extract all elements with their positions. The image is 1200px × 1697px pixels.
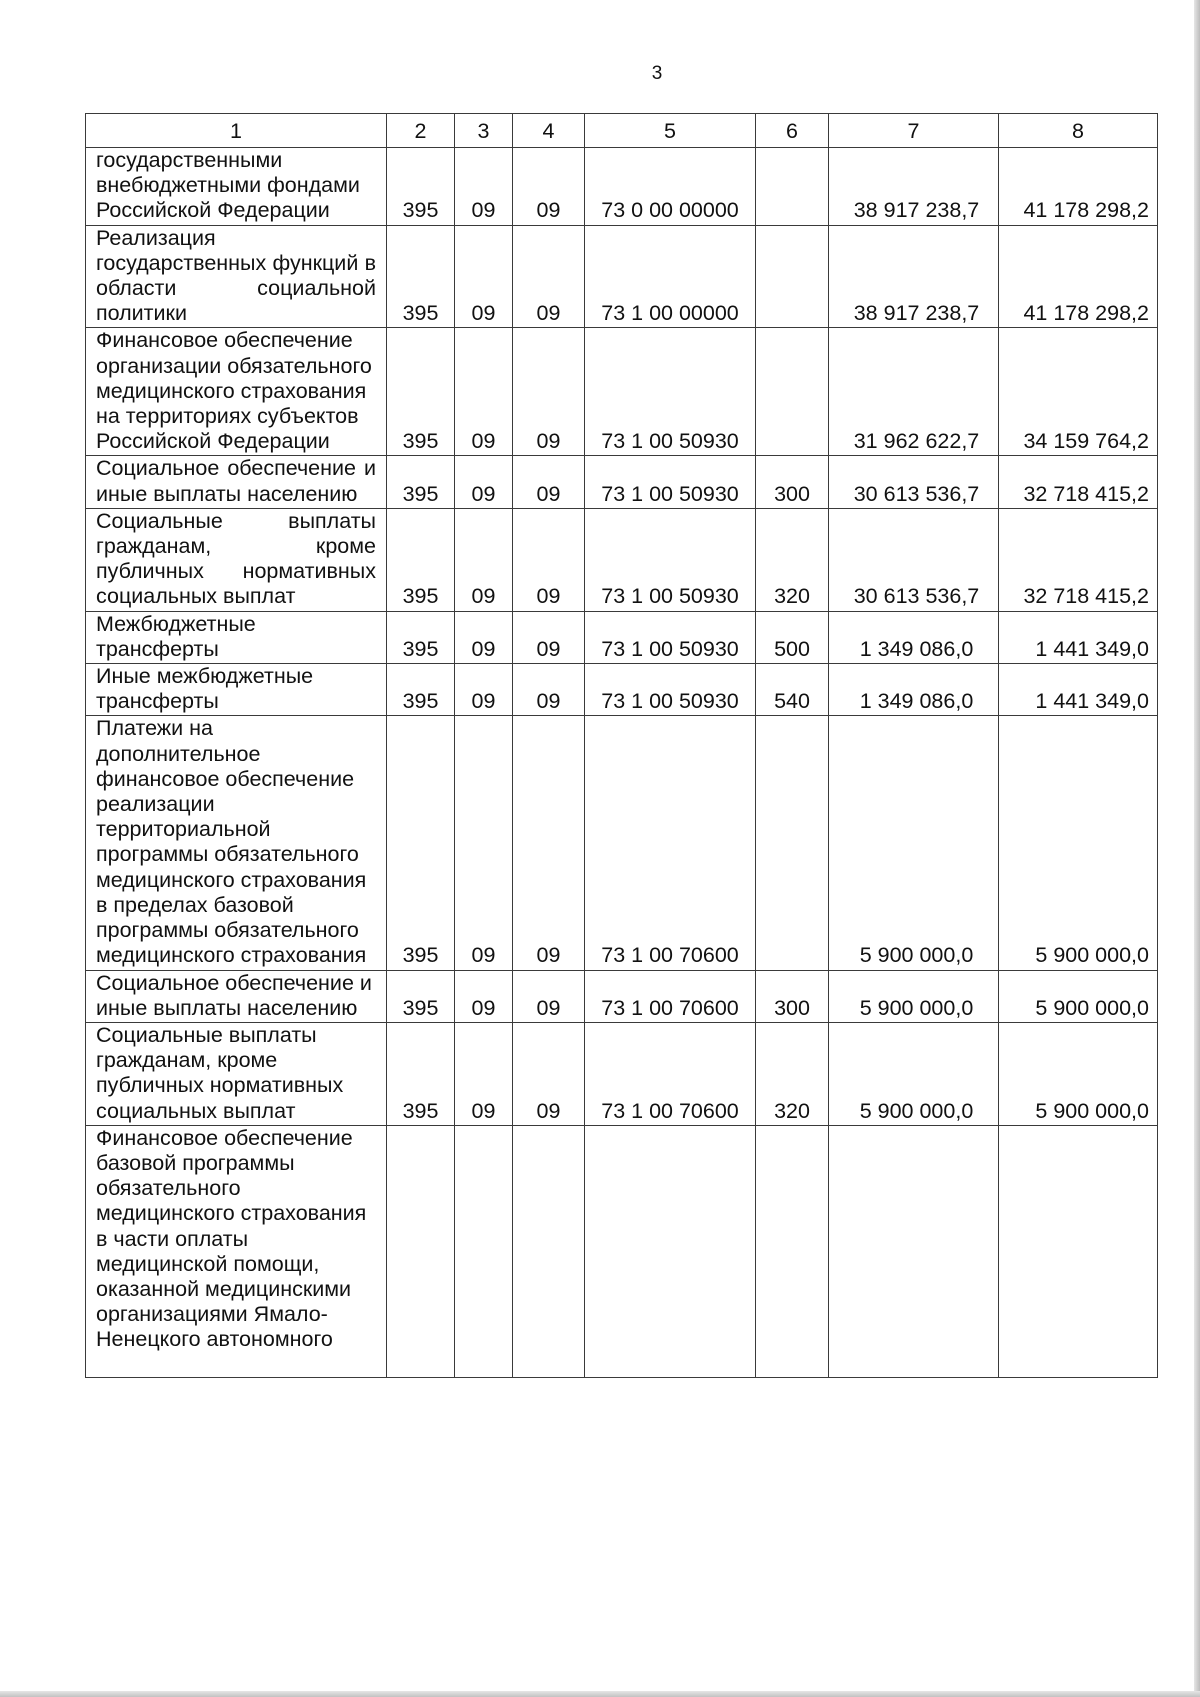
table-header-row xyxy=(86,114,1158,148)
cell-ministry-code: 395 xyxy=(387,970,455,1022)
column-header: 1 xyxy=(86,114,387,148)
cell-target-article: 73 1 00 50930 xyxy=(585,508,756,611)
table-row xyxy=(86,148,1158,226)
cell-target-article: 73 1 00 70600 xyxy=(585,1022,756,1125)
cell-amount-col7: 30 613 536,7 xyxy=(829,456,999,508)
table-row xyxy=(86,508,1158,611)
row-name: Социальные выплаты гражданам, кроме публичных нормативных социальных выплат xyxy=(86,1022,387,1125)
page-edge-shadow xyxy=(1194,0,1200,1697)
cell-target-article: 73 1 00 00000 xyxy=(585,225,756,328)
cell-amount-col7: 1 349 086,0 xyxy=(829,664,999,716)
cell-subsection: 09 xyxy=(513,148,585,226)
cell-subsection: 09 xyxy=(513,1022,585,1125)
cell-section: 09 xyxy=(455,611,513,663)
cell-amount-col8: 5 900 000,0 xyxy=(999,716,1158,970)
page-number: 3 xyxy=(651,63,663,84)
cell-subsection: 09 xyxy=(513,508,585,611)
cell-amount-col8: 5 900 000,0 xyxy=(999,970,1158,1022)
cell-target-article: 73 1 00 50930 xyxy=(585,456,756,508)
column-header: 3 xyxy=(455,114,513,148)
cell-expense-type xyxy=(756,328,829,456)
cell-expense-type: 320 xyxy=(756,508,829,611)
table-row xyxy=(86,1125,1158,1377)
column-header: 5 xyxy=(585,114,756,148)
cell-amount-col8: 32 718 415,2 xyxy=(999,456,1158,508)
cell-subsection: 09 xyxy=(513,664,585,716)
cell-section: 09 xyxy=(455,664,513,716)
cell-ministry-code: 395 xyxy=(387,328,455,456)
cell-amount-col7: 38 917 238,7 xyxy=(829,225,999,328)
cell-expense-type xyxy=(756,225,829,328)
cell-expense-type: 320 xyxy=(756,1022,829,1125)
table-row xyxy=(86,664,1158,716)
column-header: 2 xyxy=(387,114,455,148)
cell-subsection: 09 xyxy=(513,225,585,328)
column-header: 6 xyxy=(756,114,829,148)
cell-subsection: 09 xyxy=(513,456,585,508)
cell-expense-type xyxy=(756,148,829,226)
cell-section: 09 xyxy=(455,456,513,508)
cell-section: 09 xyxy=(455,970,513,1022)
cell-section: 09 xyxy=(455,225,513,328)
row-name: Социальное обеспечение и иные выплаты населению xyxy=(86,456,387,508)
table-row xyxy=(86,225,1158,328)
cell-target-article: 73 1 00 70600 xyxy=(585,970,756,1022)
cell-amount-col8: 41 178 298,2 xyxy=(999,225,1158,328)
cell-ministry-code: 395 xyxy=(387,611,455,663)
row-name: Платежи на дополнительное финансовое обеспечение реализации территориальной программы обязательного медицинского страхования в пределах базовой программы обязательного медицинского страхования xyxy=(86,716,387,970)
cell-amount-col7 xyxy=(829,1125,999,1377)
cell-expense-type xyxy=(756,1125,829,1377)
cell-amount-col7: 31 962 622,7 xyxy=(829,328,999,456)
cell-section: 09 xyxy=(455,716,513,970)
table-row xyxy=(86,1022,1158,1125)
cell-target-article: 73 1 00 50930 xyxy=(585,328,756,456)
page-edge-shadow xyxy=(0,1691,1200,1697)
cell-section xyxy=(455,1125,513,1377)
cell-amount-col7: 1 349 086,0 xyxy=(829,611,999,663)
table-row xyxy=(86,328,1158,456)
cell-subsection: 09 xyxy=(513,716,585,970)
cell-target-article xyxy=(585,1125,756,1377)
row-name: Социальное обеспечение и иные выплаты населению xyxy=(86,970,387,1022)
cell-expense-type xyxy=(756,716,829,970)
cell-section: 09 xyxy=(455,508,513,611)
row-name: Социальные выплаты гражданам, кроме публичных нормативных социальных выплат xyxy=(86,508,387,611)
cell-amount-col8 xyxy=(999,1125,1158,1377)
cell-amount-col8: 34 159 764,2 xyxy=(999,328,1158,456)
cell-ministry-code: 395 xyxy=(387,456,455,508)
cell-ministry-code: 395 xyxy=(387,148,455,226)
cell-section: 09 xyxy=(455,1022,513,1125)
cell-subsection: 09 xyxy=(513,970,585,1022)
column-header: 4 xyxy=(513,114,585,148)
table-row xyxy=(86,611,1158,663)
cell-expense-type: 300 xyxy=(756,970,829,1022)
row-name: государственными внебюджетными фондами Российской Федерации xyxy=(86,148,387,226)
cell-subsection xyxy=(513,1125,585,1377)
row-name: Межбюджетные трансферты xyxy=(86,611,387,663)
row-name: Финансовое обеспечение организации обязательного медицинского страхования на территориях субъектов Российской Федерации xyxy=(86,328,387,456)
table-row xyxy=(86,456,1158,508)
cell-amount-col8: 32 718 415,2 xyxy=(999,508,1158,611)
cell-amount-col7: 30 613 536,7 xyxy=(829,508,999,611)
cell-ministry-code: 395 xyxy=(387,225,455,328)
cell-expense-type: 300 xyxy=(756,456,829,508)
budget-table xyxy=(85,113,1158,1378)
cell-amount-col7: 38 917 238,7 xyxy=(829,148,999,226)
cell-amount-col7: 5 900 000,0 xyxy=(829,1022,999,1125)
cell-amount-col8: 5 900 000,0 xyxy=(999,1022,1158,1125)
cell-section: 09 xyxy=(455,148,513,226)
cell-target-article: 73 1 00 50930 xyxy=(585,611,756,663)
cell-target-article: 73 1 00 50930 xyxy=(585,664,756,716)
table-row xyxy=(86,970,1158,1022)
cell-ministry-code: 395 xyxy=(387,716,455,970)
cell-amount-col8: 1 441 349,0 xyxy=(999,611,1158,663)
row-name: Финансовое обеспечение базовой программы обязательного медицинского страхования в части оплаты медицинской помощи, оказанной медицинскими организациями Ямало-Ненецкого автономного xyxy=(86,1125,387,1377)
cell-ministry-code: 395 xyxy=(387,664,455,716)
cell-amount-col8: 1 441 349,0 xyxy=(999,664,1158,716)
cell-expense-type: 500 xyxy=(756,611,829,663)
cell-target-article: 73 1 00 70600 xyxy=(585,716,756,970)
cell-subsection: 09 xyxy=(513,611,585,663)
column-header: 8 xyxy=(999,114,1158,148)
cell-target-article: 73 0 00 00000 xyxy=(585,148,756,226)
cell-section: 09 xyxy=(455,328,513,456)
cell-expense-type: 540 xyxy=(756,664,829,716)
cell-amount-col7: 5 900 000,0 xyxy=(829,970,999,1022)
cell-ministry-code: 395 xyxy=(387,1022,455,1125)
cell-ministry-code xyxy=(387,1125,455,1377)
cell-subsection: 09 xyxy=(513,328,585,456)
column-header: 7 xyxy=(829,114,999,148)
table-row xyxy=(86,716,1158,970)
cell-ministry-code: 395 xyxy=(387,508,455,611)
row-name: Иные межбюджетные трансферты xyxy=(86,664,387,716)
cell-amount-col8: 41 178 298,2 xyxy=(999,148,1158,226)
row-name: Реализация государственных функций в области социальной политики xyxy=(86,225,387,328)
cell-amount-col7: 5 900 000,0 xyxy=(829,716,999,970)
